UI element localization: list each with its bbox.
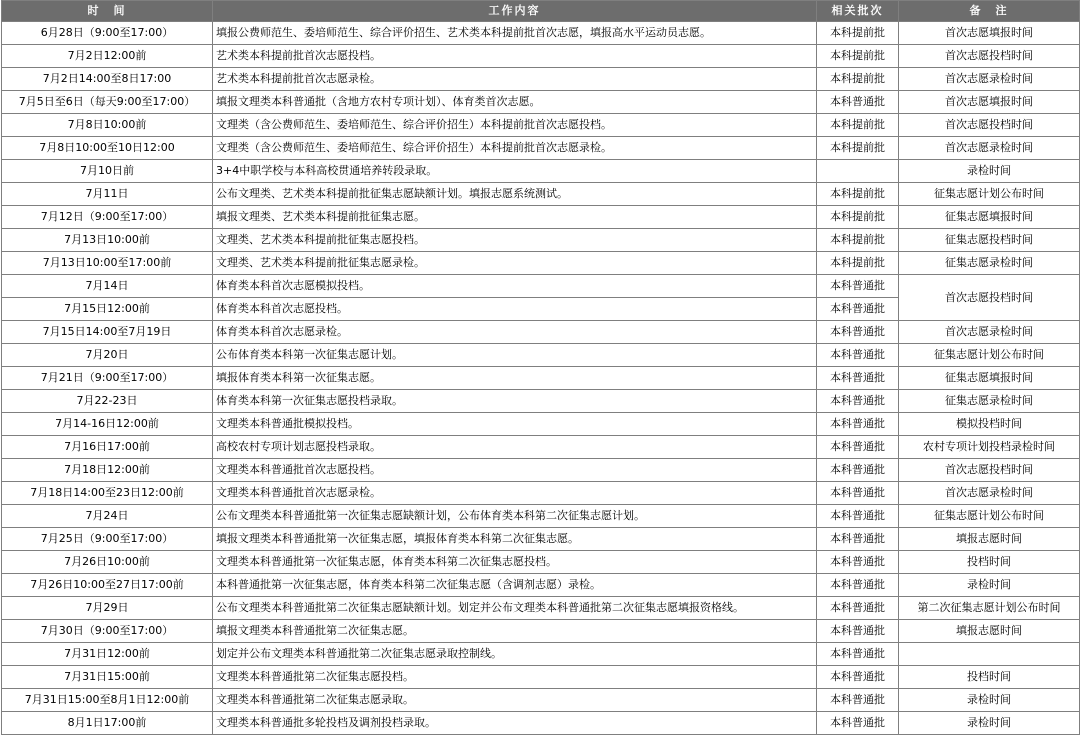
cell-time: 7月12日（9:00至17:00） (2, 206, 213, 229)
cell-work-content: 3+4中职学校与本科高校贯通培养转段录取。 (213, 160, 817, 183)
table-row (2, 252, 1080, 275)
table-row (2, 505, 1080, 528)
cell-work-content: 文理类、艺术类本科提前批征集志愿录检。 (213, 252, 817, 275)
cell-note: 投档时间 (899, 551, 1080, 574)
cell-work-content: 文理类本科普通批第二次征集志愿投档。 (213, 666, 817, 689)
table-row (2, 643, 1080, 666)
cell-batch: 本科普通批 (817, 620, 899, 643)
cell-batch: 本科提前批 (817, 45, 899, 68)
table-row (2, 275, 1080, 298)
cell-note: 录检时间 (899, 160, 1080, 183)
table-row (2, 367, 1080, 390)
cell-time: 7月26日10:00至27日17:00前 (2, 574, 213, 597)
table-row (2, 413, 1080, 436)
table-row (2, 712, 1080, 735)
cell-batch: 本科提前批 (817, 229, 899, 252)
cell-work-content: 填报公费师范生、委培师范生、综合评价招生、艺术类本科提前批首次志愿，填报高水平运动员志愿。 (213, 22, 817, 45)
cell-batch: 本科普通批 (817, 275, 899, 298)
cell-time: 7月11日 (2, 183, 213, 206)
cell-work-content: 本科普通批第一次征集志愿，体育类本科第二次征集志愿（含调剂志愿）录检。 (213, 574, 817, 597)
table-row (2, 551, 1080, 574)
cell-time: 7月8日10:00至10日12:00 (2, 137, 213, 160)
table-row (2, 91, 1080, 114)
cell-time: 7月13日10:00前 (2, 229, 213, 252)
header-work-content: 工作内容 (213, 1, 817, 22)
cell-batch: 本科普通批 (817, 413, 899, 436)
cell-work-content: 填报文理类本科普通批第二次征集志愿。 (213, 620, 817, 643)
table-row (2, 160, 1080, 183)
cell-work-content: 公布文理类本科普通批第二次征集志愿缺额计划。划定并公布文理类本科普通批第二次征集志愿填报资格线。 (213, 597, 817, 620)
cell-note: 首次志愿填报时间 (899, 91, 1080, 114)
table-row (2, 45, 1080, 68)
cell-work-content: 公布体育类本科第一次征集志愿计划。 (213, 344, 817, 367)
cell-work-content: 填报文理类本科普通批第一次征集志愿，填报体育类本科第二次征集志愿。 (213, 528, 817, 551)
cell-time: 7月14-16日12:00前 (2, 413, 213, 436)
cell-note: 征集志愿填报时间 (899, 367, 1080, 390)
table-row (2, 689, 1080, 712)
cell-time: 7月20日 (2, 344, 213, 367)
cell-work-content: 文理类本科普通批首次志愿投档。 (213, 459, 817, 482)
cell-note: 录检时间 (899, 574, 1080, 597)
cell-batch: 本科普通批 (817, 574, 899, 597)
cell-time: 7月18日12:00前 (2, 459, 213, 482)
cell-note: 首次志愿录检时间 (899, 137, 1080, 160)
cell-time: 7月31日15:00至8月1日12:00前 (2, 689, 213, 712)
cell-work-content: 体育类本科第一次征集志愿投档录取。 (213, 390, 817, 413)
cell-batch: 本科提前批 (817, 183, 899, 206)
cell-batch: 本科普通批 (817, 367, 899, 390)
cell-batch: 本科提前批 (817, 68, 899, 91)
cell-note: 首次志愿投档时间 (899, 275, 1080, 321)
cell-batch: 本科普通批 (817, 91, 899, 114)
cell-work-content: 高校农村专项计划志愿投档录取。 (213, 436, 817, 459)
cell-batch: 本科普通批 (817, 551, 899, 574)
cell-time: 7月31日15:00前 (2, 666, 213, 689)
cell-work-content: 文理类本科普通批第一次征集志愿，体育类本科第二次征集志愿投档。 (213, 551, 817, 574)
table-row (2, 321, 1080, 344)
cell-batch: 本科普通批 (817, 666, 899, 689)
cell-note: 征集志愿计划公布时间 (899, 183, 1080, 206)
cell-work-content: 填报文理类本科普通批（含地方农村专项计划）、体育类首次志愿。 (213, 91, 817, 114)
cell-note: 首次志愿投档时间 (899, 45, 1080, 68)
cell-batch: 本科提前批 (817, 252, 899, 275)
cell-note: 首次志愿录检时间 (899, 68, 1080, 91)
cell-work-content: 文理类本科普通批首次志愿录检。 (213, 482, 817, 505)
cell-time: 7月16日17:00前 (2, 436, 213, 459)
cell-note: 首次志愿录检时间 (899, 482, 1080, 505)
table-row (2, 666, 1080, 689)
cell-time: 7月2日12:00前 (2, 45, 213, 68)
cell-note (899, 643, 1080, 666)
cell-note: 征集志愿计划公布时间 (899, 344, 1080, 367)
cell-batch: 本科普通批 (817, 712, 899, 735)
cell-work-content: 文理类本科普通批多轮投档及调剂投档录取。 (213, 712, 817, 735)
cell-batch: 本科普通批 (817, 436, 899, 459)
cell-work-content: 艺术类本科提前批首次志愿录检。 (213, 68, 817, 91)
cell-time: 7月25日（9:00至17:00） (2, 528, 213, 551)
cell-time: 7月24日 (2, 505, 213, 528)
table-row (2, 528, 1080, 551)
table-row (2, 344, 1080, 367)
cell-note: 征集志愿投档时间 (899, 229, 1080, 252)
cell-work-content: 文理类、艺术类本科提前批征集志愿投档。 (213, 229, 817, 252)
cell-note: 征集志愿录检时间 (899, 390, 1080, 413)
cell-work-content: 文理类（含公费师范生、委培师范生、综合评价招生）本科提前批首次志愿录检。 (213, 137, 817, 160)
table-row (2, 206, 1080, 229)
table-row (2, 574, 1080, 597)
cell-note: 填报志愿时间 (899, 620, 1080, 643)
cell-time: 7月2日14:00至8日17:00 (2, 68, 213, 91)
cell-note: 首次志愿投档时间 (899, 114, 1080, 137)
cell-note: 征集志愿填报时间 (899, 206, 1080, 229)
cell-batch: 本科普通批 (817, 528, 899, 551)
table-row (2, 22, 1080, 45)
cell-note: 征集志愿计划公布时间 (899, 505, 1080, 528)
cell-work-content: 填报文理类、艺术类本科提前批征集志愿。 (213, 206, 817, 229)
cell-work-content: 文理类本科普通批第二次征集志愿录取。 (213, 689, 817, 712)
table-row (2, 229, 1080, 252)
table-body (2, 22, 1080, 735)
table-row (2, 620, 1080, 643)
cell-work-content: 公布文理类、艺术类本科提前批征集志愿缺额计划。填报志愿系统测试。 (213, 183, 817, 206)
table-row (2, 459, 1080, 482)
cell-batch (817, 160, 899, 183)
cell-note: 首次志愿投档时间 (899, 459, 1080, 482)
table-row (2, 183, 1080, 206)
cell-note: 录检时间 (899, 712, 1080, 735)
cell-note: 征集志愿录检时间 (899, 252, 1080, 275)
cell-time: 6月28日（9:00至17:00） (2, 22, 213, 45)
cell-time: 7月8日10:00前 (2, 114, 213, 137)
table-row (2, 68, 1080, 91)
cell-work-content: 划定并公布文理类本科普通批第二次征集志愿录取控制线。 (213, 643, 817, 666)
cell-time: 7月30日（9:00至17:00） (2, 620, 213, 643)
cell-time: 7月26日10:00前 (2, 551, 213, 574)
cell-batch: 本科普通批 (817, 459, 899, 482)
cell-time: 7月10日前 (2, 160, 213, 183)
cell-note: 第二次征集志愿计划公布时间 (899, 597, 1080, 620)
cell-batch: 本科提前批 (817, 137, 899, 160)
cell-time: 7月22-23日 (2, 390, 213, 413)
cell-note: 首次志愿填报时间 (899, 22, 1080, 45)
cell-time: 7月29日 (2, 597, 213, 620)
cell-batch: 本科普通批 (817, 505, 899, 528)
cell-batch: 本科提前批 (817, 206, 899, 229)
admission-schedule-table (1, 0, 1080, 735)
cell-time: 7月14日 (2, 275, 213, 298)
cell-work-content: 体育类本科首次志愿录检。 (213, 321, 817, 344)
cell-work-content: 公布文理类本科普通批第一次征集志愿缺额计划，公布体育类本科第二次征集志愿计划。 (213, 505, 817, 528)
cell-time: 7月15日14:00至7月19日 (2, 321, 213, 344)
cell-work-content: 文理类本科普通批模拟投档。 (213, 413, 817, 436)
table-row (2, 137, 1080, 160)
cell-batch: 本科普通批 (817, 689, 899, 712)
cell-batch: 本科普通批 (817, 390, 899, 413)
cell-batch: 本科提前批 (817, 22, 899, 45)
cell-time: 7月31日12:00前 (2, 643, 213, 666)
cell-time: 8月1日17:00前 (2, 712, 213, 735)
cell-note: 首次志愿录检时间 (899, 321, 1080, 344)
header-batch: 相关批次 (817, 1, 899, 22)
header-time: 时 间 (2, 1, 213, 22)
table-row (2, 597, 1080, 620)
cell-batch: 本科普通批 (817, 482, 899, 505)
cell-note: 填报志愿时间 (899, 528, 1080, 551)
cell-time: 7月5日至6日（每天9:00至17:00） (2, 91, 213, 114)
cell-time: 7月18日14:00至23日12:00前 (2, 482, 213, 505)
cell-note: 录检时间 (899, 689, 1080, 712)
cell-note: 农村专项计划投档录检时间 (899, 436, 1080, 459)
cell-batch: 本科普通批 (817, 321, 899, 344)
cell-note: 模拟投档时间 (899, 413, 1080, 436)
cell-note: 投档时间 (899, 666, 1080, 689)
cell-work-content: 文理类（含公费师范生、委培师范生、综合评价招生）本科提前批首次志愿投档。 (213, 114, 817, 137)
table-header-row (2, 1, 1080, 22)
cell-batch: 本科提前批 (817, 114, 899, 137)
cell-work-content: 填报体育类本科第一次征集志愿。 (213, 367, 817, 390)
cell-batch: 本科普通批 (817, 344, 899, 367)
cell-batch: 本科普通批 (817, 298, 899, 321)
table-row (2, 390, 1080, 413)
table-row (2, 482, 1080, 505)
cell-work-content: 体育类本科首次志愿投档。 (213, 298, 817, 321)
cell-batch: 本科普通批 (817, 597, 899, 620)
table-row (2, 436, 1080, 459)
table-row (2, 114, 1080, 137)
cell-work-content: 艺术类本科提前批首次志愿投档。 (213, 45, 817, 68)
header-note: 备 注 (899, 1, 1080, 22)
cell-time: 7月15日12:00前 (2, 298, 213, 321)
cell-work-content: 体育类本科首次志愿模拟投档。 (213, 275, 817, 298)
cell-batch: 本科普通批 (817, 643, 899, 666)
cell-time: 7月21日（9:00至17:00） (2, 367, 213, 390)
cell-time: 7月13日10:00至17:00前 (2, 252, 213, 275)
